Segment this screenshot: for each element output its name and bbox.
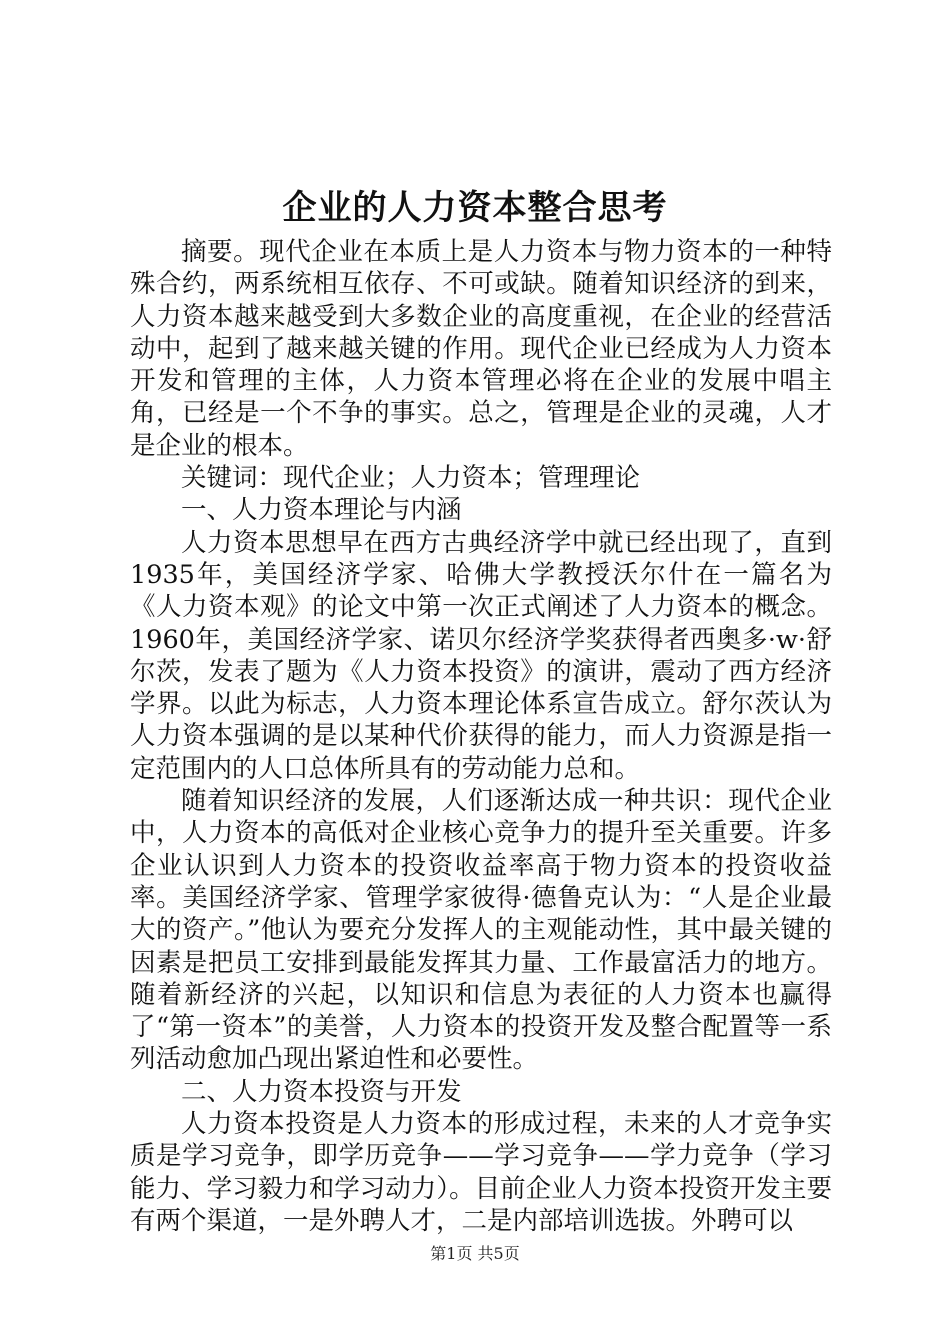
body-paragraph: 人力资本思想早在西方古典经济学中就已经出现了，直到1935年，美国经济学家、哈佛大学教授沃尔什在一篇名为《人力资本观》的论文中第一次正式阐述了人力资本的概念。1960年，美国经济学家、诺贝尔经济学奖获得者西奥多·w·舒尔茨，发表了题为《人力资本投资》的演讲，震动了西方经济学界。以此为标志，人力资本理论体系宣告成立。舒尔茨认为人力资本强调的是以某种代价获得的能力，而人力资源是指一定范围内的人口总体所具有的劳动能力总和。 <box>130 527 832 784</box>
body-paragraph: 随着知识经济的发展，人们逐渐达成一种共识：现代企业中，人力资本的高低对企业核心竞争力的提升至关重要。许多企业认识到人力资本的投资收益率高于物力资本的投资收益率。美国经济学家、管理学家彼得·德鲁克认为：“人是企业最大的资产。”他认为要充分发挥人的主观能动性，其中最关键的因素是把员工安排到最能发挥其力量、工作最富活力的地方。随着新经济的兴起，以知识和信息为表征的人力资本也赢得了“第一资本”的美誉，人力资本的投资开发及整合配置等一系列活动愈加凸现出紧迫性和必要性。 <box>130 786 832 1075</box>
keywords-paragraph: 关键词：现代企业；人力资本；管理理论 <box>181 463 641 494</box>
page-number-footer: 第1页 共5页 <box>430 1244 520 1263</box>
abstract-paragraph: 摘要。现代企业在本质上是人力资本与物力资本的一种特殊合约，两系统相互依存、不可或缺。随着知识经济的到来，人力资本越来越受到大多数企业的高度重视，在企业的经营活动中，起到了越来越关键的作用。现代企业已经成为人力资本开发和管理的主体，人力资本管理必将在企业的发展中唱主角，已经是一个不争的事实。总之，管理是企业的灵魂，人才是企业的根本。 <box>130 237 832 461</box>
body-paragraph: 人力资本投资是人力资本的形成过程，未来的人才竞争实质是学习竞争，即学历竞争——学习竞争——学力竞争（学习能力、学习毅力和学习动力）。目前企业人力资本投资开发主要有两个渠道，一是外聘人才，二是内部培训选拔。外聘可以 <box>130 1109 832 1236</box>
document-title: 企业的人力资本整合思考 <box>282 188 668 228</box>
section-heading-1: 一、人力资本理论与内涵 <box>181 495 462 526</box>
section-heading-2: 二、人力资本投资与开发 <box>181 1076 462 1107</box>
document-body <box>130 236 832 1237</box>
